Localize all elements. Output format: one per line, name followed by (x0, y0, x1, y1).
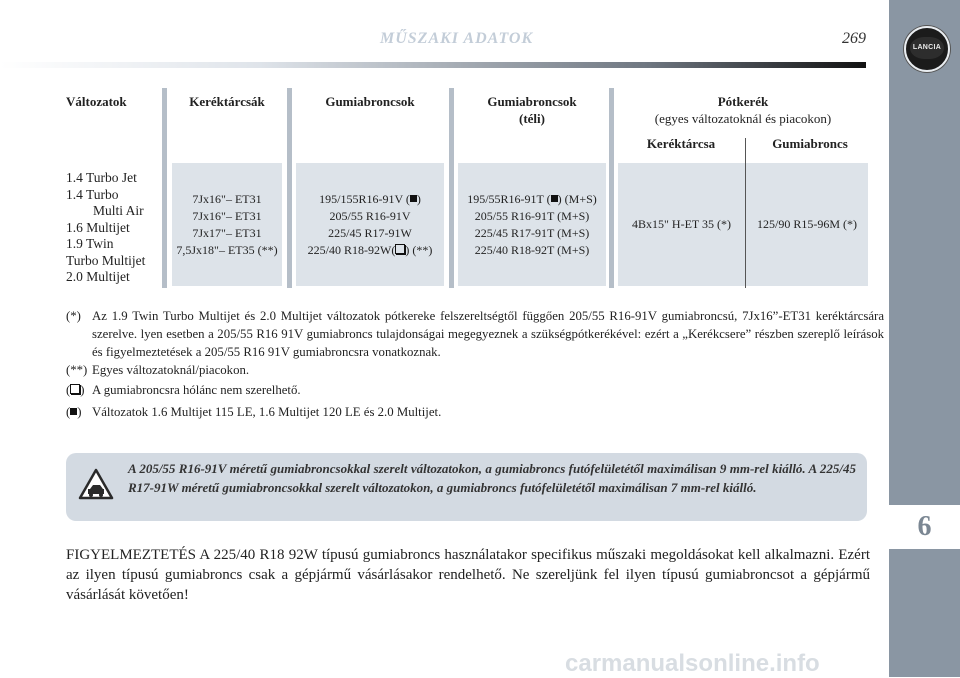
watermark: carmanualsonline.info (565, 650, 820, 677)
column-separator (287, 88, 292, 288)
footnote-2 (66, 361, 884, 379)
footnotes (66, 307, 884, 421)
brand-logo-text: LANCIA (910, 37, 944, 59)
footnote-3 (66, 381, 884, 399)
footnote-2-text: Egyes változatoknál/piacokon. (92, 363, 250, 377)
header-spare: Pótkerék (717, 94, 769, 109)
column-separator (609, 88, 614, 288)
footnote-4-open: ( (66, 405, 71, 419)
warning-triangle-icon (78, 468, 114, 500)
snow-chain-marker-icon (70, 384, 80, 394)
tyre-line-3: 225/45 R17-91W (328, 225, 412, 240)
tyre-line-4 (308, 242, 433, 259)
winter-line-1-text: 195/55R16-91T ( (467, 191, 551, 206)
header-spare-tyre: Gumiabroncs (772, 136, 848, 151)
cell-spare-rim (618, 163, 745, 286)
footnote-1-text: Az 1.9 Twin Turbo Multijet és 2.0 Multijet változatok pótkereke felszereltségtől függően 205/55 R16-91V gumiabroncsú, 7Jx16”-ET31 keréktárcsára szerelve. lyen esetben a 205/55 R16 91V gumiabroncs tulajdonságai megegyeznek a szükségpótkerékével: ezért a „Kerékcsere” részben szereplő leírások és figyelmeztetések a 205/55 R16 91V gumiabroncsra vonatkoznak. (92, 309, 884, 359)
footnote-4-marker (66, 403, 82, 421)
footnote-3-marker (66, 381, 85, 399)
warning-text: A 205/55 R16-91V méretű gumiabroncsokkal szerelt változatokon, a gumiabroncs futófelületétől maximálisan 9 mm-rel kiálló. A 225/45 R17-91W méretű gumiabroncsokkal szerelt változatokon, a gumiabroncs futófelületétől maximálisan 7 mm-rel kiálló. (128, 461, 856, 495)
chapter-number: 6 (889, 505, 960, 549)
cell-tyres (296, 163, 444, 286)
header-spare-rim: Keréktárcsa (646, 136, 716, 151)
header-spare-sub: (egyes változatoknál és piacokon) (654, 111, 832, 126)
tyre-line-4-text: 225/40 R18-92W( (307, 242, 396, 257)
column-separator (162, 88, 167, 288)
winter-line-3: 225/45 R17-91T (M+S) (474, 225, 590, 240)
caution-paragraph: FIGYELMEZTETÉS A 225/40 R18 92W típusú gumiabroncs használatakor specifikus műszaki megoldásokat kell alkalmazni. Ezért az ilyen típusú gumiabroncs csak a gépjármű vásárlásakor rendelhető. Ne szereljünk fel ilyen típusú gumiabroncsot a gépjármű vásárlását követően! (66, 547, 870, 603)
header-variants: Változatok (66, 94, 127, 109)
header-winter-tyres (458, 93, 606, 127)
square-marker-icon (551, 195, 558, 202)
winter-line-1 (467, 191, 597, 208)
variants-text: 1.4 Turbo Jet 1.4 Turbo Multi Air 1.6 Multijet 1.9 Twin Turbo Multijet 2.0 Multijet (66, 170, 146, 284)
section-title: MŰSZAKI ADATOK (380, 30, 534, 47)
spare-rim-text: 4Bx15" H-ET 35 (*) (632, 217, 731, 231)
header-tyres: Gumiabroncsok (325, 94, 415, 109)
tyre-line-1-end: ) (416, 191, 421, 206)
footnote-3-open: ( (66, 383, 71, 397)
cell-rims (172, 163, 282, 286)
footnote-4-text: Változatok 1.6 Multijet 115 LE, 1.6 Multijet 120 LE és 2.0 Multijet. (92, 405, 442, 419)
square-marker-icon (410, 195, 417, 202)
variants-list (66, 170, 145, 286)
spare-tyre-text: 125/90 R15-96M (*) (757, 217, 857, 231)
footnote-3-close: ) (80, 383, 85, 397)
footnote-1 (66, 307, 884, 361)
tyre-line-1 (308, 191, 433, 208)
cell-spare-tyre (746, 163, 868, 286)
page-number: 269 (842, 30, 866, 47)
footnote-2-marker: (**) (66, 363, 88, 377)
side-tab (889, 0, 960, 677)
cell-winter-tyres (458, 163, 606, 286)
header-rule (0, 62, 866, 68)
header-winter-line1: Gumiabroncsok (487, 94, 577, 109)
header-rims: Keréktárcsák (189, 94, 265, 109)
header-winter-line2: (téli) (519, 111, 545, 126)
footnote-4-close: ) (77, 405, 82, 419)
winter-line-2: 205/55 R16-91T (M+S) (474, 208, 590, 223)
winter-line-1-end: ) (M+S) (557, 191, 597, 206)
tyre-line-2: 205/55 R16-91V (329, 208, 411, 223)
column-separator (449, 88, 454, 288)
snow-chain-marker-icon (395, 244, 405, 254)
tyre-line-4-end: ) (**) (405, 242, 433, 257)
winter-line-4: 225/40 R18-92T (M+S) (474, 242, 590, 257)
rims-text: 7Jx16"– ET31 7Jx16"– ET31 7Jx17"– ET31 7,5Jx18"– ET35 (**) (176, 191, 278, 257)
tyre-line-1-text: 195/155R16-91V ( (319, 191, 410, 206)
footnote-1-marker: (*) (66, 309, 81, 323)
footnote-3-text: A gumiabroncsra hólánc nem szerelhető. (92, 383, 301, 397)
footnote-4 (66, 403, 884, 421)
